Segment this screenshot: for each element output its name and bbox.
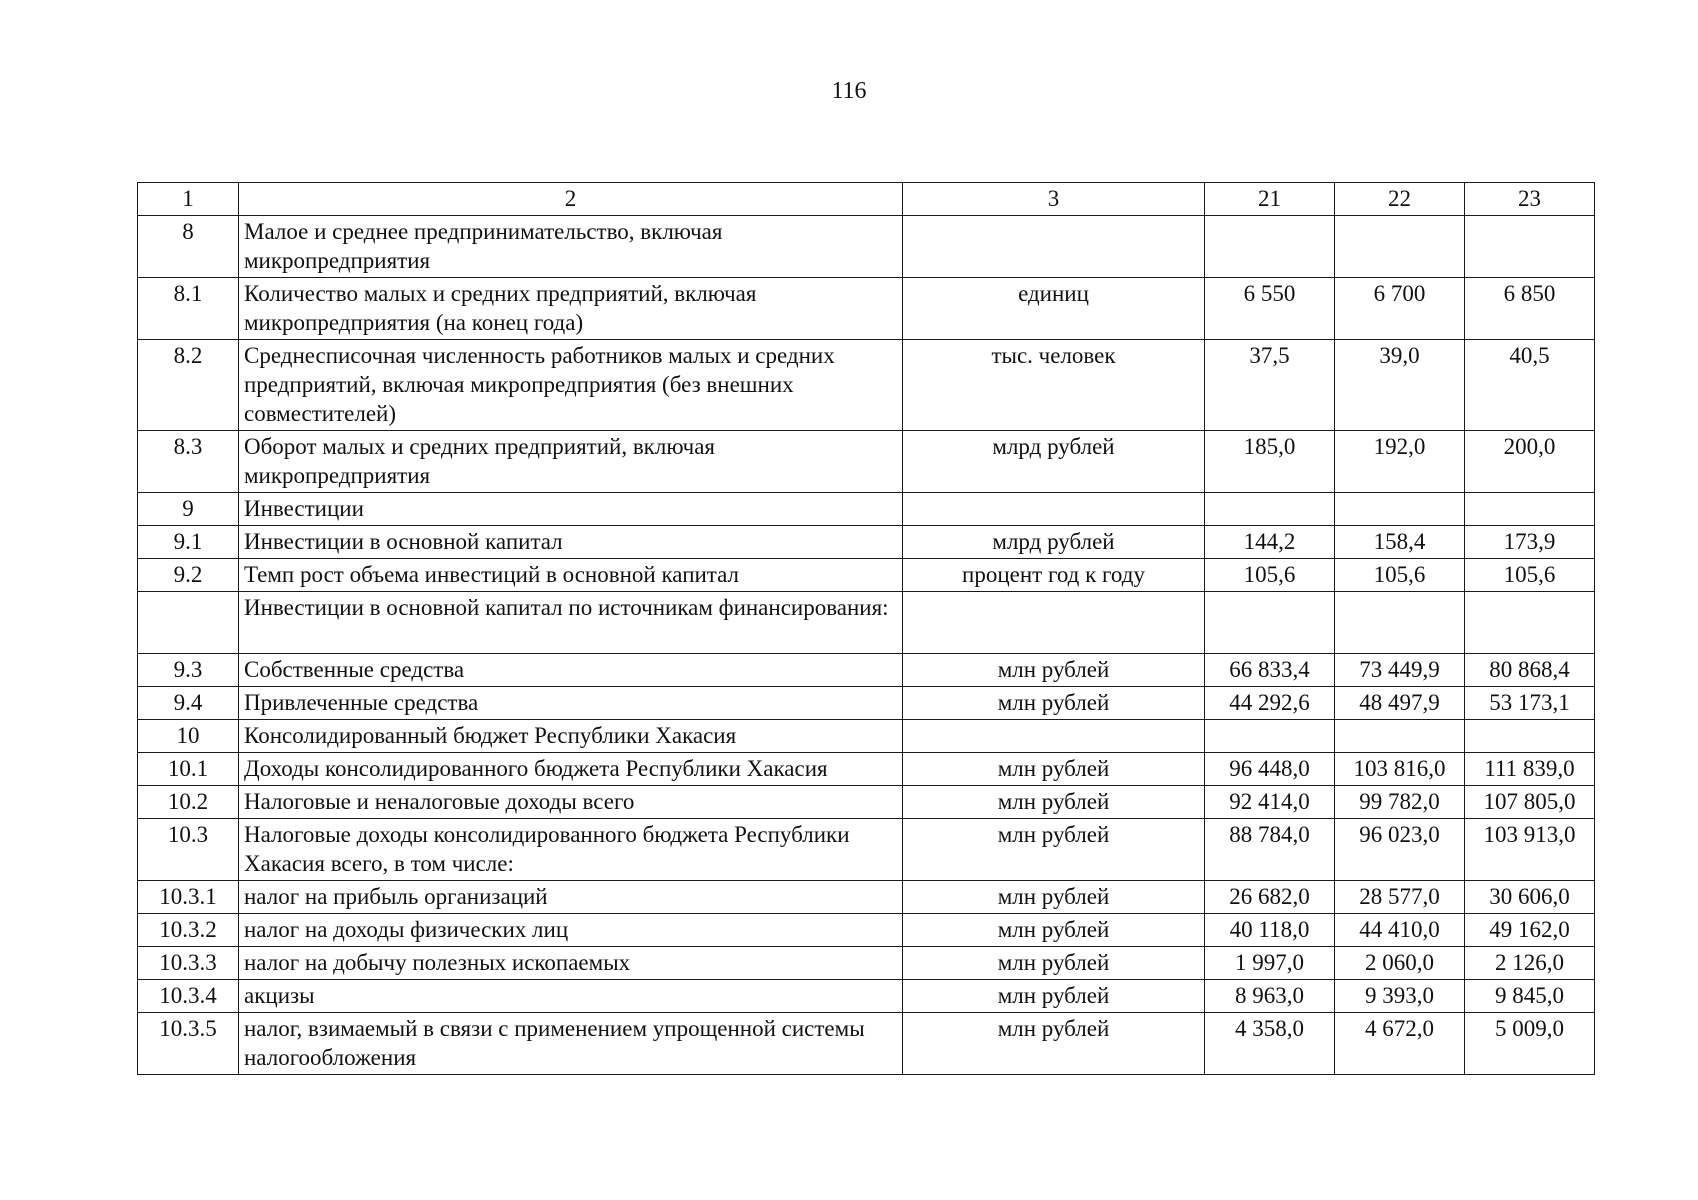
- row-unit: млн рублей: [903, 881, 1205, 914]
- row-unit: млн рублей: [903, 687, 1205, 720]
- row-value-23: 107 805,0: [1465, 786, 1595, 819]
- row-number: 9.3: [138, 654, 239, 687]
- row-value-22: 158,4: [1335, 526, 1465, 559]
- row-unit: млн рублей: [903, 1013, 1205, 1075]
- table-row: [138, 431, 1595, 493]
- row-indicator: Малое и среднее предпринимательство, включая микропредприятия: [239, 216, 903, 278]
- row-value-22: 48 497,9: [1335, 687, 1465, 720]
- table-row: [138, 786, 1595, 819]
- row-value-21: 185,0: [1205, 431, 1335, 493]
- row-value-23: [1465, 493, 1595, 526]
- row-indicator: Инвестиции: [239, 493, 903, 526]
- row-indicator: налог на добычу полезных ископаемых: [239, 947, 903, 980]
- table-row: [138, 559, 1595, 592]
- row-indicator: Темп рост объема инвестиций в основной капитал: [239, 559, 903, 592]
- row-value-21: 26 682,0: [1205, 881, 1335, 914]
- row-value-21: 1 997,0: [1205, 947, 1335, 980]
- row-value-23: 103 913,0: [1465, 819, 1595, 881]
- row-number: 10.1: [138, 753, 239, 786]
- row-indicator: Собственные средства: [239, 654, 903, 687]
- row-value-21: 44 292,6: [1205, 687, 1335, 720]
- header-col-unit: 3: [903, 183, 1205, 216]
- row-number: 10.3.5: [138, 1013, 239, 1075]
- row-number: 8: [138, 216, 239, 278]
- row-indicator: Оборот малых и средних предприятий, включая микропредприятия: [239, 431, 903, 493]
- row-number: 10.3.3: [138, 947, 239, 980]
- row-value-23: 5 009,0: [1465, 1013, 1595, 1075]
- table-row: [138, 687, 1595, 720]
- row-indicator: налог на прибыль организаций: [239, 881, 903, 914]
- row-value-23: 173,9: [1465, 526, 1595, 559]
- row-value-21: 92 414,0: [1205, 786, 1335, 819]
- header-col-indicator: 2: [239, 183, 903, 216]
- row-indicator: Инвестиции в основной капитал по источникам финансирования:: [239, 592, 903, 654]
- row-unit: млн рублей: [903, 819, 1205, 881]
- row-indicator: Налоговые и неналоговые доходы всего: [239, 786, 903, 819]
- row-value-23: 53 173,1: [1465, 687, 1595, 720]
- header-col-22: 22: [1335, 183, 1465, 216]
- table-row: [138, 980, 1595, 1013]
- row-number: 9: [138, 493, 239, 526]
- row-value-23: 40,5: [1465, 340, 1595, 431]
- header-col-number: 1: [138, 183, 239, 216]
- row-value-22: [1335, 592, 1465, 654]
- row-value-22: 105,6: [1335, 559, 1465, 592]
- row-value-21: 4 358,0: [1205, 1013, 1335, 1075]
- row-indicator: Налоговые доходы консолидированного бюджета Республики Хакасия всего, в том числе:: [239, 819, 903, 881]
- row-unit: млрд рублей: [903, 431, 1205, 493]
- row-number: 10.3.1: [138, 881, 239, 914]
- row-value-22: 28 577,0: [1335, 881, 1465, 914]
- row-unit: процент год к году: [903, 559, 1205, 592]
- table-row: [138, 493, 1595, 526]
- row-value-21: 88 784,0: [1205, 819, 1335, 881]
- row-indicator: Инвестиции в основной капитал: [239, 526, 903, 559]
- row-value-21: 8 963,0: [1205, 980, 1335, 1013]
- table-row: [138, 526, 1595, 559]
- row-indicator: налог, взимаемый в связи с применением упрощенной системы налогообложения: [239, 1013, 903, 1075]
- row-unit: млн рублей: [903, 914, 1205, 947]
- table-row: [138, 1013, 1595, 1075]
- row-value-21: 40 118,0: [1205, 914, 1335, 947]
- row-indicator: Привлеченные средства: [239, 687, 903, 720]
- row-value-23: 30 606,0: [1465, 881, 1595, 914]
- row-value-22: 9 393,0: [1335, 980, 1465, 1013]
- row-value-22: 192,0: [1335, 431, 1465, 493]
- row-unit: млн рублей: [903, 947, 1205, 980]
- table-row: [138, 914, 1595, 947]
- row-value-22: 99 782,0: [1335, 786, 1465, 819]
- row-value-22: 44 410,0: [1335, 914, 1465, 947]
- row-number: 9.4: [138, 687, 239, 720]
- row-number: 9.2: [138, 559, 239, 592]
- row-unit: единиц: [903, 278, 1205, 340]
- table-row: [138, 753, 1595, 786]
- row-value-21: 66 833,4: [1205, 654, 1335, 687]
- row-value-23: [1465, 720, 1595, 753]
- row-indicator: налог на доходы физических лиц: [239, 914, 903, 947]
- row-value-23: [1465, 216, 1595, 278]
- table-row: [138, 340, 1595, 431]
- row-indicator: Среднесписочная численность работников малых и средних предприятий, включая микропредприятия (без внешних совместителей): [239, 340, 903, 431]
- row-number: 9.1: [138, 526, 239, 559]
- row-value-21: [1205, 493, 1335, 526]
- row-number: 8.3: [138, 431, 239, 493]
- row-value-23: 6 850: [1465, 278, 1595, 340]
- row-value-22: [1335, 216, 1465, 278]
- row-value-23: 9 845,0: [1465, 980, 1595, 1013]
- indicators-table: [137, 182, 1595, 1075]
- table-row: [138, 947, 1595, 980]
- row-unit: млн рублей: [903, 980, 1205, 1013]
- table-row: [138, 881, 1595, 914]
- row-number: 10.3: [138, 819, 239, 881]
- row-number: 10.2: [138, 786, 239, 819]
- row-indicator: Консолидированный бюджет Республики Хакасия: [239, 720, 903, 753]
- row-value-22: [1335, 720, 1465, 753]
- row-number: 10.3.4: [138, 980, 239, 1013]
- header-col-23: 23: [1465, 183, 1595, 216]
- row-number: 8.2: [138, 340, 239, 431]
- row-unit: млн рублей: [903, 753, 1205, 786]
- row-indicator: Доходы консолидированного бюджета Республики Хакасия: [239, 753, 903, 786]
- row-value-23: 80 868,4: [1465, 654, 1595, 687]
- row-unit: млрд рублей: [903, 526, 1205, 559]
- row-value-21: 144,2: [1205, 526, 1335, 559]
- row-value-22: 96 023,0: [1335, 819, 1465, 881]
- row-value-23: 111 839,0: [1465, 753, 1595, 786]
- row-indicator: акцизы: [239, 980, 903, 1013]
- header-row: [138, 183, 1595, 216]
- row-unit: млн рублей: [903, 654, 1205, 687]
- row-number: 10.3.2: [138, 914, 239, 947]
- row-value-23: 105,6: [1465, 559, 1595, 592]
- row-value-22: 39,0: [1335, 340, 1465, 431]
- row-value-22: 2 060,0: [1335, 947, 1465, 980]
- table-row: [138, 592, 1595, 654]
- table-row: [138, 654, 1595, 687]
- row-value-22: 4 672,0: [1335, 1013, 1465, 1075]
- row-indicator: Количество малых и средних предприятий, включая микропредприятия (на конец года): [239, 278, 903, 340]
- row-value-21: 105,6: [1205, 559, 1335, 592]
- row-value-22: [1335, 493, 1465, 526]
- row-value-21: [1205, 592, 1335, 654]
- row-unit: [903, 493, 1205, 526]
- row-number: 10: [138, 720, 239, 753]
- page-number: 116: [831, 78, 867, 104]
- row-value-21: 37,5: [1205, 340, 1335, 431]
- row-unit: [903, 216, 1205, 278]
- row-number: [138, 592, 239, 654]
- row-value-23: [1465, 592, 1595, 654]
- row-value-23: 49 162,0: [1465, 914, 1595, 947]
- row-value-21: [1205, 720, 1335, 753]
- row-value-22: 73 449,9: [1335, 654, 1465, 687]
- row-value-21: [1205, 216, 1335, 278]
- header-col-21: 21: [1205, 183, 1335, 216]
- table-row: [138, 819, 1595, 881]
- row-unit: тыс. человек: [903, 340, 1205, 431]
- table-row: [138, 278, 1595, 340]
- row-unit: [903, 720, 1205, 753]
- row-unit: [903, 592, 1205, 654]
- row-value-23: 2 126,0: [1465, 947, 1595, 980]
- row-value-22: 103 816,0: [1335, 753, 1465, 786]
- row-unit: млн рублей: [903, 786, 1205, 819]
- row-value-21: 6 550: [1205, 278, 1335, 340]
- table-row: [138, 720, 1595, 753]
- table-row: [138, 216, 1595, 278]
- row-value-23: 200,0: [1465, 431, 1595, 493]
- row-value-22: 6 700: [1335, 278, 1465, 340]
- row-value-21: 96 448,0: [1205, 753, 1335, 786]
- row-number: 8.1: [138, 278, 239, 340]
